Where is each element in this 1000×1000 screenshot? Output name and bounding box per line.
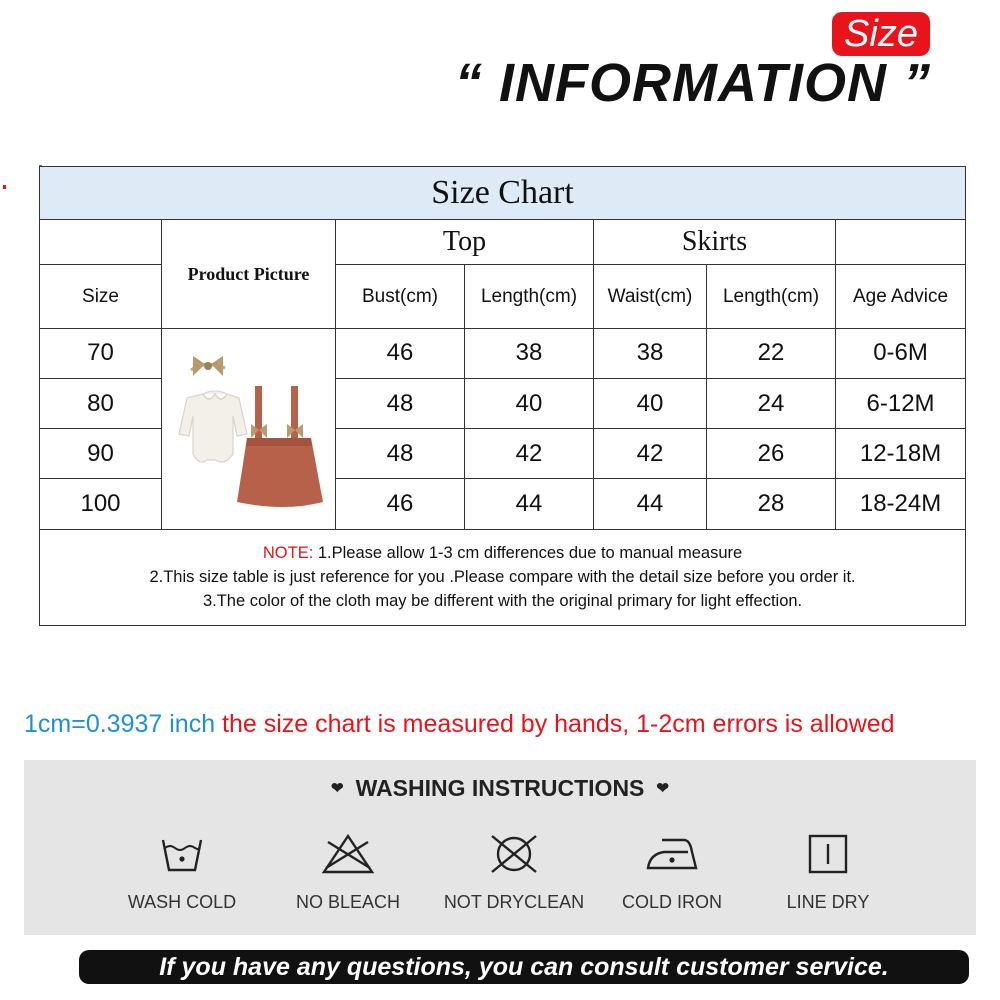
cell-skirt-length: 26	[707, 429, 836, 479]
cell-bust: 48	[336, 378, 465, 428]
col-size: Size	[40, 265, 162, 328]
washing-title-text: WASHING INSTRUCTIONS	[355, 775, 645, 801]
measurement-info	[24, 706, 984, 742]
information-heading: “ INFORMATION ”	[455, 53, 931, 113]
cell-skirt-length: 24	[707, 378, 836, 428]
product-picture-header	[162, 220, 336, 328]
stray-red-mark	[3, 185, 6, 189]
blank-header-cell	[40, 220, 162, 265]
not-dryclean-icon	[486, 832, 542, 876]
cell-size: 100	[40, 479, 162, 529]
cell-bust: 46	[336, 479, 465, 529]
cell-waist: 40	[594, 378, 707, 428]
outfit-illustration	[163, 330, 335, 528]
col-top-length: Length(cm)	[465, 265, 594, 328]
cell-bust: 48	[336, 429, 465, 479]
blank-header-cell	[836, 220, 966, 265]
product-picture-label: Product Picture	[187, 264, 310, 285]
inch-conversion: 1cm=0.3937 inch	[24, 710, 216, 738]
wash-item	[592, 832, 752, 932]
cell-waist: 44	[594, 479, 707, 529]
product-image	[163, 330, 335, 528]
product-picture-cell	[162, 328, 336, 529]
size-badge: Size	[832, 12, 930, 56]
wash-label: LINE DRY	[786, 892, 870, 912]
cell-size: 70	[40, 328, 162, 378]
wash-item	[268, 832, 428, 932]
wash-item	[434, 832, 594, 932]
wash-item	[102, 832, 262, 932]
note-line-3: 3.The color of the cloth may be different with the original primary for light effection.	[202, 592, 803, 611]
note-line-1: 1.Please allow 1-3 cm differences due to manual measure	[313, 544, 743, 563]
table-row	[40, 328, 966, 378]
cell-age: 0-6M	[836, 328, 966, 378]
cell-top-length: 40	[465, 378, 594, 428]
wash-label: NOT DRYCLEAN	[443, 892, 585, 912]
col-age-advice: Age Advice	[836, 265, 966, 328]
note-line-2: 2.This size table is just reference for you .Please compare with the detail size before you order it.	[149, 568, 856, 587]
wash-cold-icon	[157, 832, 207, 876]
cell-top-length: 38	[465, 328, 594, 378]
cell-size: 80	[40, 378, 162, 428]
washing-title	[24, 772, 976, 805]
group-top: Top	[336, 220, 594, 265]
measurement-note: the size chart is measured by hands, 1-2cm errors is allowed	[215, 710, 895, 738]
cell-skirt-length: 28	[707, 479, 836, 529]
col-waist: Waist(cm)	[594, 265, 707, 328]
col-skirt-length: Length(cm)	[707, 265, 836, 328]
cell-age: 12-18M	[836, 429, 966, 479]
size-chart-title: Size Chart	[40, 167, 966, 220]
cell-bust: 46	[336, 328, 465, 378]
heart-icon: ❤	[656, 780, 669, 797]
cell-top-length: 42	[465, 429, 594, 479]
washing-panel	[24, 760, 976, 935]
group-skirts: Skirts	[594, 220, 836, 265]
cell-waist: 38	[594, 328, 707, 378]
size-chart-table	[39, 166, 966, 626]
cell-waist: 42	[594, 429, 707, 479]
wash-label: WASH COLD	[127, 892, 237, 912]
note-label: NOTE:	[262, 544, 314, 563]
cell-age: 6-12M	[836, 378, 966, 428]
heart-icon: ❤	[331, 780, 344, 797]
line-dry-icon	[803, 832, 853, 876]
cell-skirt-length: 22	[707, 328, 836, 378]
wash-item	[748, 832, 908, 932]
wash-label: NO BLEACH	[295, 892, 401, 912]
cell-size: 90	[40, 429, 162, 479]
cell-top-length: 44	[465, 479, 594, 529]
size-note	[40, 529, 966, 625]
cold-iron-icon	[644, 832, 700, 876]
customer-service-banner: If you have any questions, you can consult customer service.	[79, 950, 969, 984]
cell-age: 18-24M	[836, 479, 966, 529]
col-bust: Bust(cm)	[336, 265, 465, 328]
wash-label: COLD IRON	[621, 892, 722, 912]
no-bleach-icon	[320, 832, 376, 876]
